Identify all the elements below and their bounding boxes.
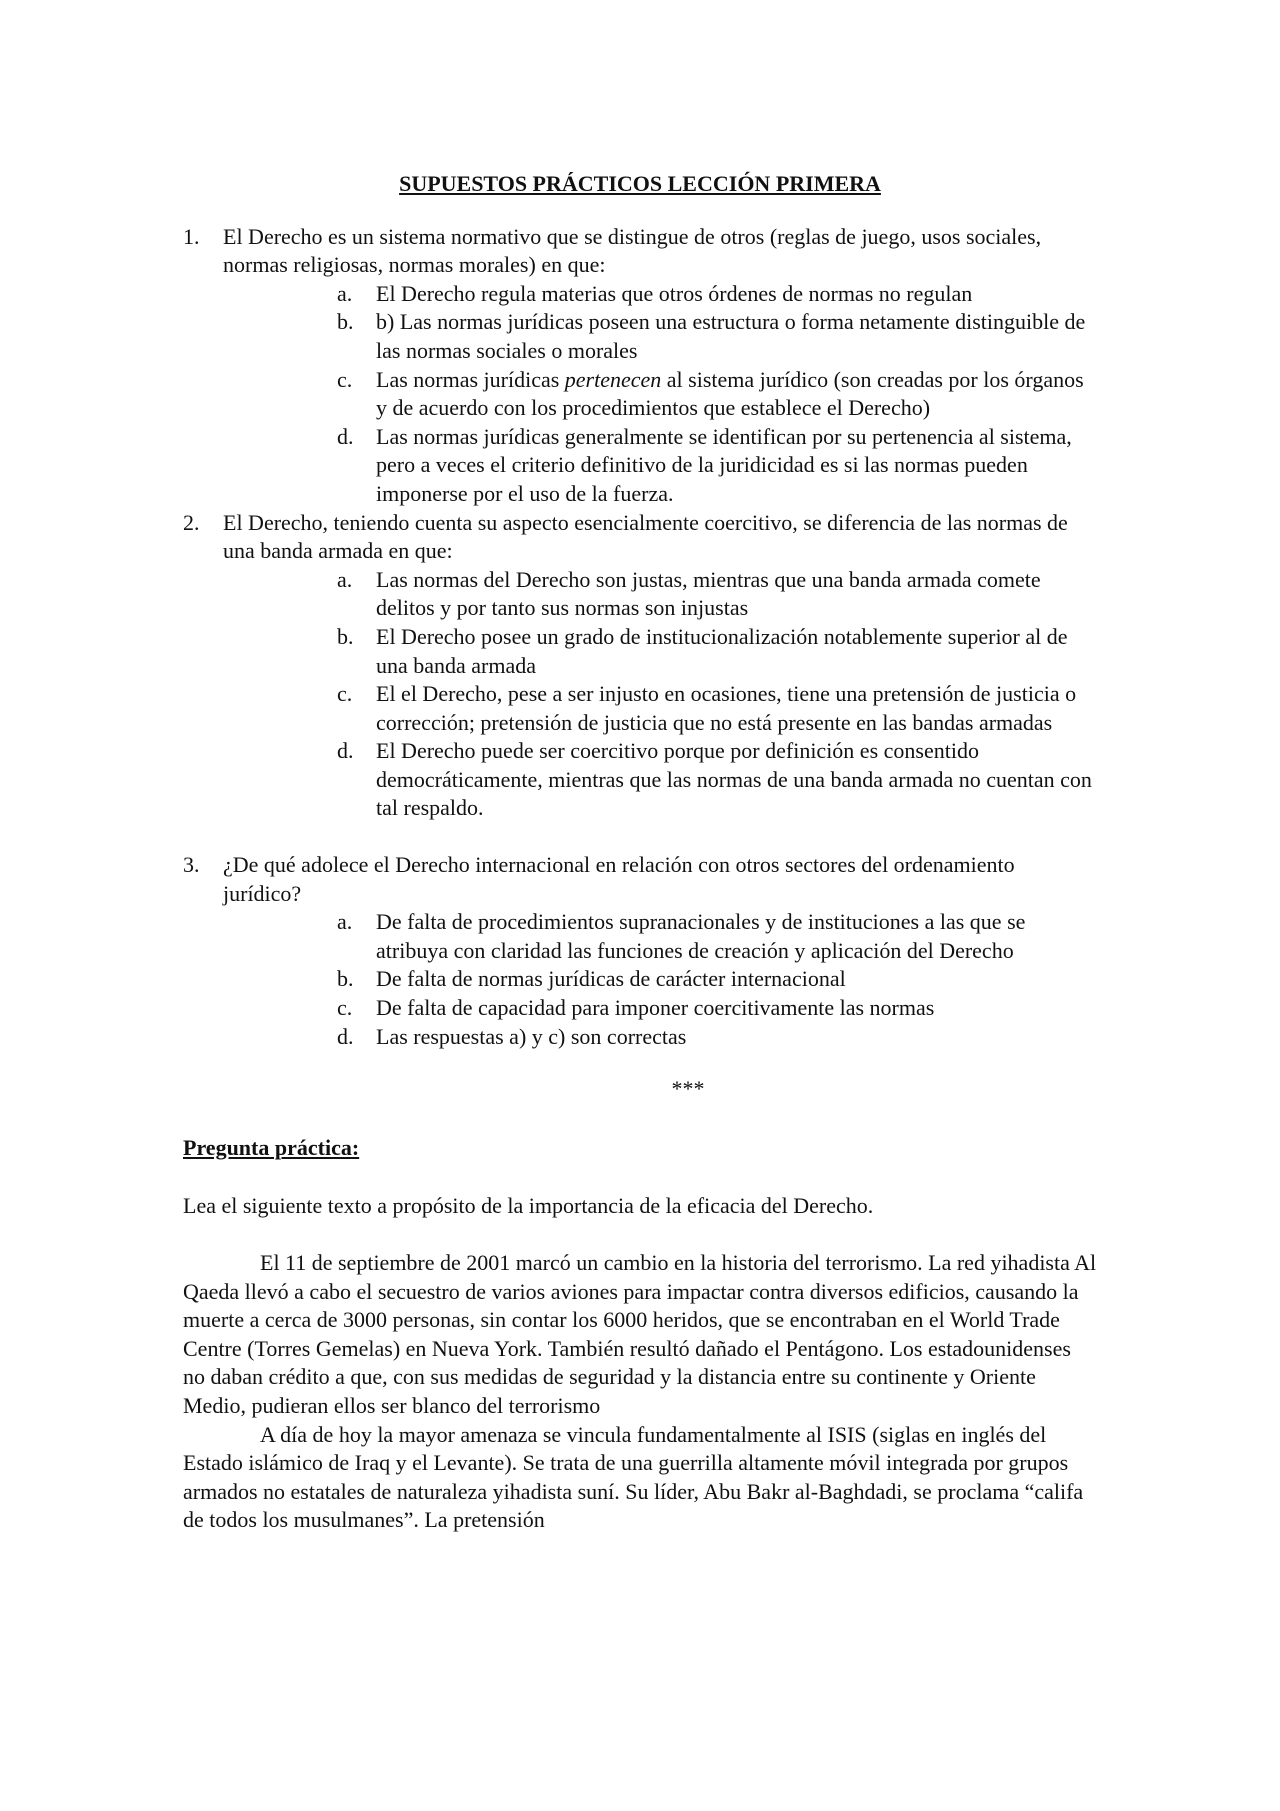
option-letter: d.	[337, 423, 354, 449]
option-text	[376, 367, 1084, 421]
option-1b	[223, 308, 1097, 365]
option-1d	[223, 423, 1097, 509]
question-number: 3.	[183, 852, 200, 878]
option-letter: c.	[337, 995, 353, 1021]
option-letter: b.	[337, 309, 354, 335]
option-text: Las respuestas a) y c) son correctas	[376, 1023, 687, 1049]
question-text: El Derecho, teniendo cuenta su aspecto esencialmente coercitivo, se diferencia de las normas de una banda armada en que:	[223, 509, 1068, 564]
option-1c	[223, 366, 1097, 423]
option-text: b) Las normas jurídicas poseen una estructura o forma netamente distinguible de las normas sociales o morales	[376, 309, 1086, 363]
option-text: De falta de normas jurídicas de carácter internacional	[376, 966, 846, 992]
practical-intro: Lea el siguiente texto a propósito de la importancia de la eficacia del Derecho.	[183, 1193, 874, 1219]
option-text: Las normas del Derecho son justas, mientras que una banda armada comete delitos y por tanto sus normas son injustas	[376, 566, 1041, 621]
option-letter: a.	[337, 909, 353, 935]
option-text: De falta de procedimientos supranacionales y de instituciones a las que se atribuya con claridad las funciones de creación y aplicación del Derecho	[376, 909, 1026, 963]
option-3b	[223, 965, 1097, 994]
option-letter: d.	[337, 1023, 354, 1049]
option-3c	[223, 994, 1097, 1023]
option-letter: c.	[337, 681, 353, 707]
option-text: El Derecho posee un grado de institucionalización notablemente superior al de una banda armada	[376, 623, 1068, 678]
question-list	[183, 223, 1097, 1052]
section-separator: ***	[671, 1076, 705, 1102]
option-letter: a.	[337, 566, 353, 592]
option-letter: b.	[337, 623, 354, 649]
question-1	[183, 223, 1097, 509]
question-number: 1.	[183, 223, 200, 249]
option-list	[223, 566, 1097, 823]
option-list	[223, 908, 1097, 1051]
option-letter: b.	[337, 966, 354, 992]
option-letter: d.	[337, 738, 354, 764]
practical-paragraph-1: El 11 de septiembre de 2001 marcó un cambio en la historia del terrorismo. La red yihadista Al Qaeda llevó a cabo el secuestro de varios aviones para impactar contra diversos edificios, causando la muerte a cerca de 3000 personas, sin contar los 6000 heridos, que se encontraban en el World Trade Centre (Torres Gemelas) en Nueva York. También resultó dañado el Pentágono. Los estadounidenses no daban crédito a que, con sus medidas de seguridad y la distancia entre su continente y Oriente Medio, pudieran ellos ser blanco del terrorismo	[183, 1250, 1097, 1418]
option-text: Las normas jurídicas generalmente se identifican por su pertenencia al sistema, pero a veces el criterio definitivo de la juridicidad es si las normas pueden imponerse por el uso de la fuerza.	[376, 423, 1072, 506]
question-text: ¿De qué adolece el Derecho internacional en relación con otros sectores del ordenamiento jurídico?	[223, 852, 1015, 906]
option-text: De falta de capacidad para imponer coercitivamente las normas	[376, 995, 935, 1021]
option-2a	[223, 566, 1097, 623]
option-1a	[223, 280, 1097, 309]
option-text-end: al sistema jurídico (son creadas por los órganos y de acuerdo con los procedimientos que establece el Derecho)	[376, 366, 1084, 421]
question-3	[183, 851, 1097, 1051]
page-title: SUPUESTOS PRÁCTICOS LECCIÓN PRIMERA	[399, 171, 881, 196]
option-3a	[223, 908, 1097, 965]
option-letter: c.	[337, 366, 353, 392]
option-list	[223, 280, 1097, 509]
practical-paragraph-2: A día de hoy la mayor amenaza se vincula fundamentalmente al ISIS (siglas en inglés del Estado islámico de Iraq y el Levante). Se trata de una guerrilla altamente móvil integrada por grupos armados no estatales de naturaleza yihadista suní. Su líder, Abu Bakr al-Baghdadi, se proclama “califa de todos los musulmanes”. La pretensión	[183, 1421, 1084, 1533]
document-page	[183, 170, 1097, 1535]
question-2	[183, 509, 1097, 824]
question-number: 2.	[183, 509, 200, 535]
option-2c	[223, 680, 1097, 737]
question-text: El Derecho es un sistema normativo que se distingue de otros (reglas de juego, usos sociales, normas religiosas, normas morales) en que:	[223, 223, 1042, 278]
practical-heading: Pregunta práctica:	[183, 1134, 360, 1160]
option-text: El el Derecho, pese a ser injusto en ocasiones, tiene una pretensión de justicia o corrección; pretensión de justicia que no está presente en las bandas armadas	[376, 681, 1077, 735]
option-3d	[223, 1023, 1097, 1052]
option-letter: a.	[337, 280, 353, 306]
option-text-start: Las normas jurídicas	[376, 366, 565, 392]
option-text-emphasis: pertenecen	[564, 366, 662, 392]
option-2b	[223, 623, 1097, 680]
option-text: El Derecho regula materias que otros órdenes de normas no regulan	[376, 280, 973, 306]
option-2d	[223, 737, 1097, 823]
option-text: El Derecho puede ser coercitivo porque por definición es consentido democráticamente, mientras que las normas de una banda armada no cuentan con tal respaldo.	[376, 738, 1092, 821]
